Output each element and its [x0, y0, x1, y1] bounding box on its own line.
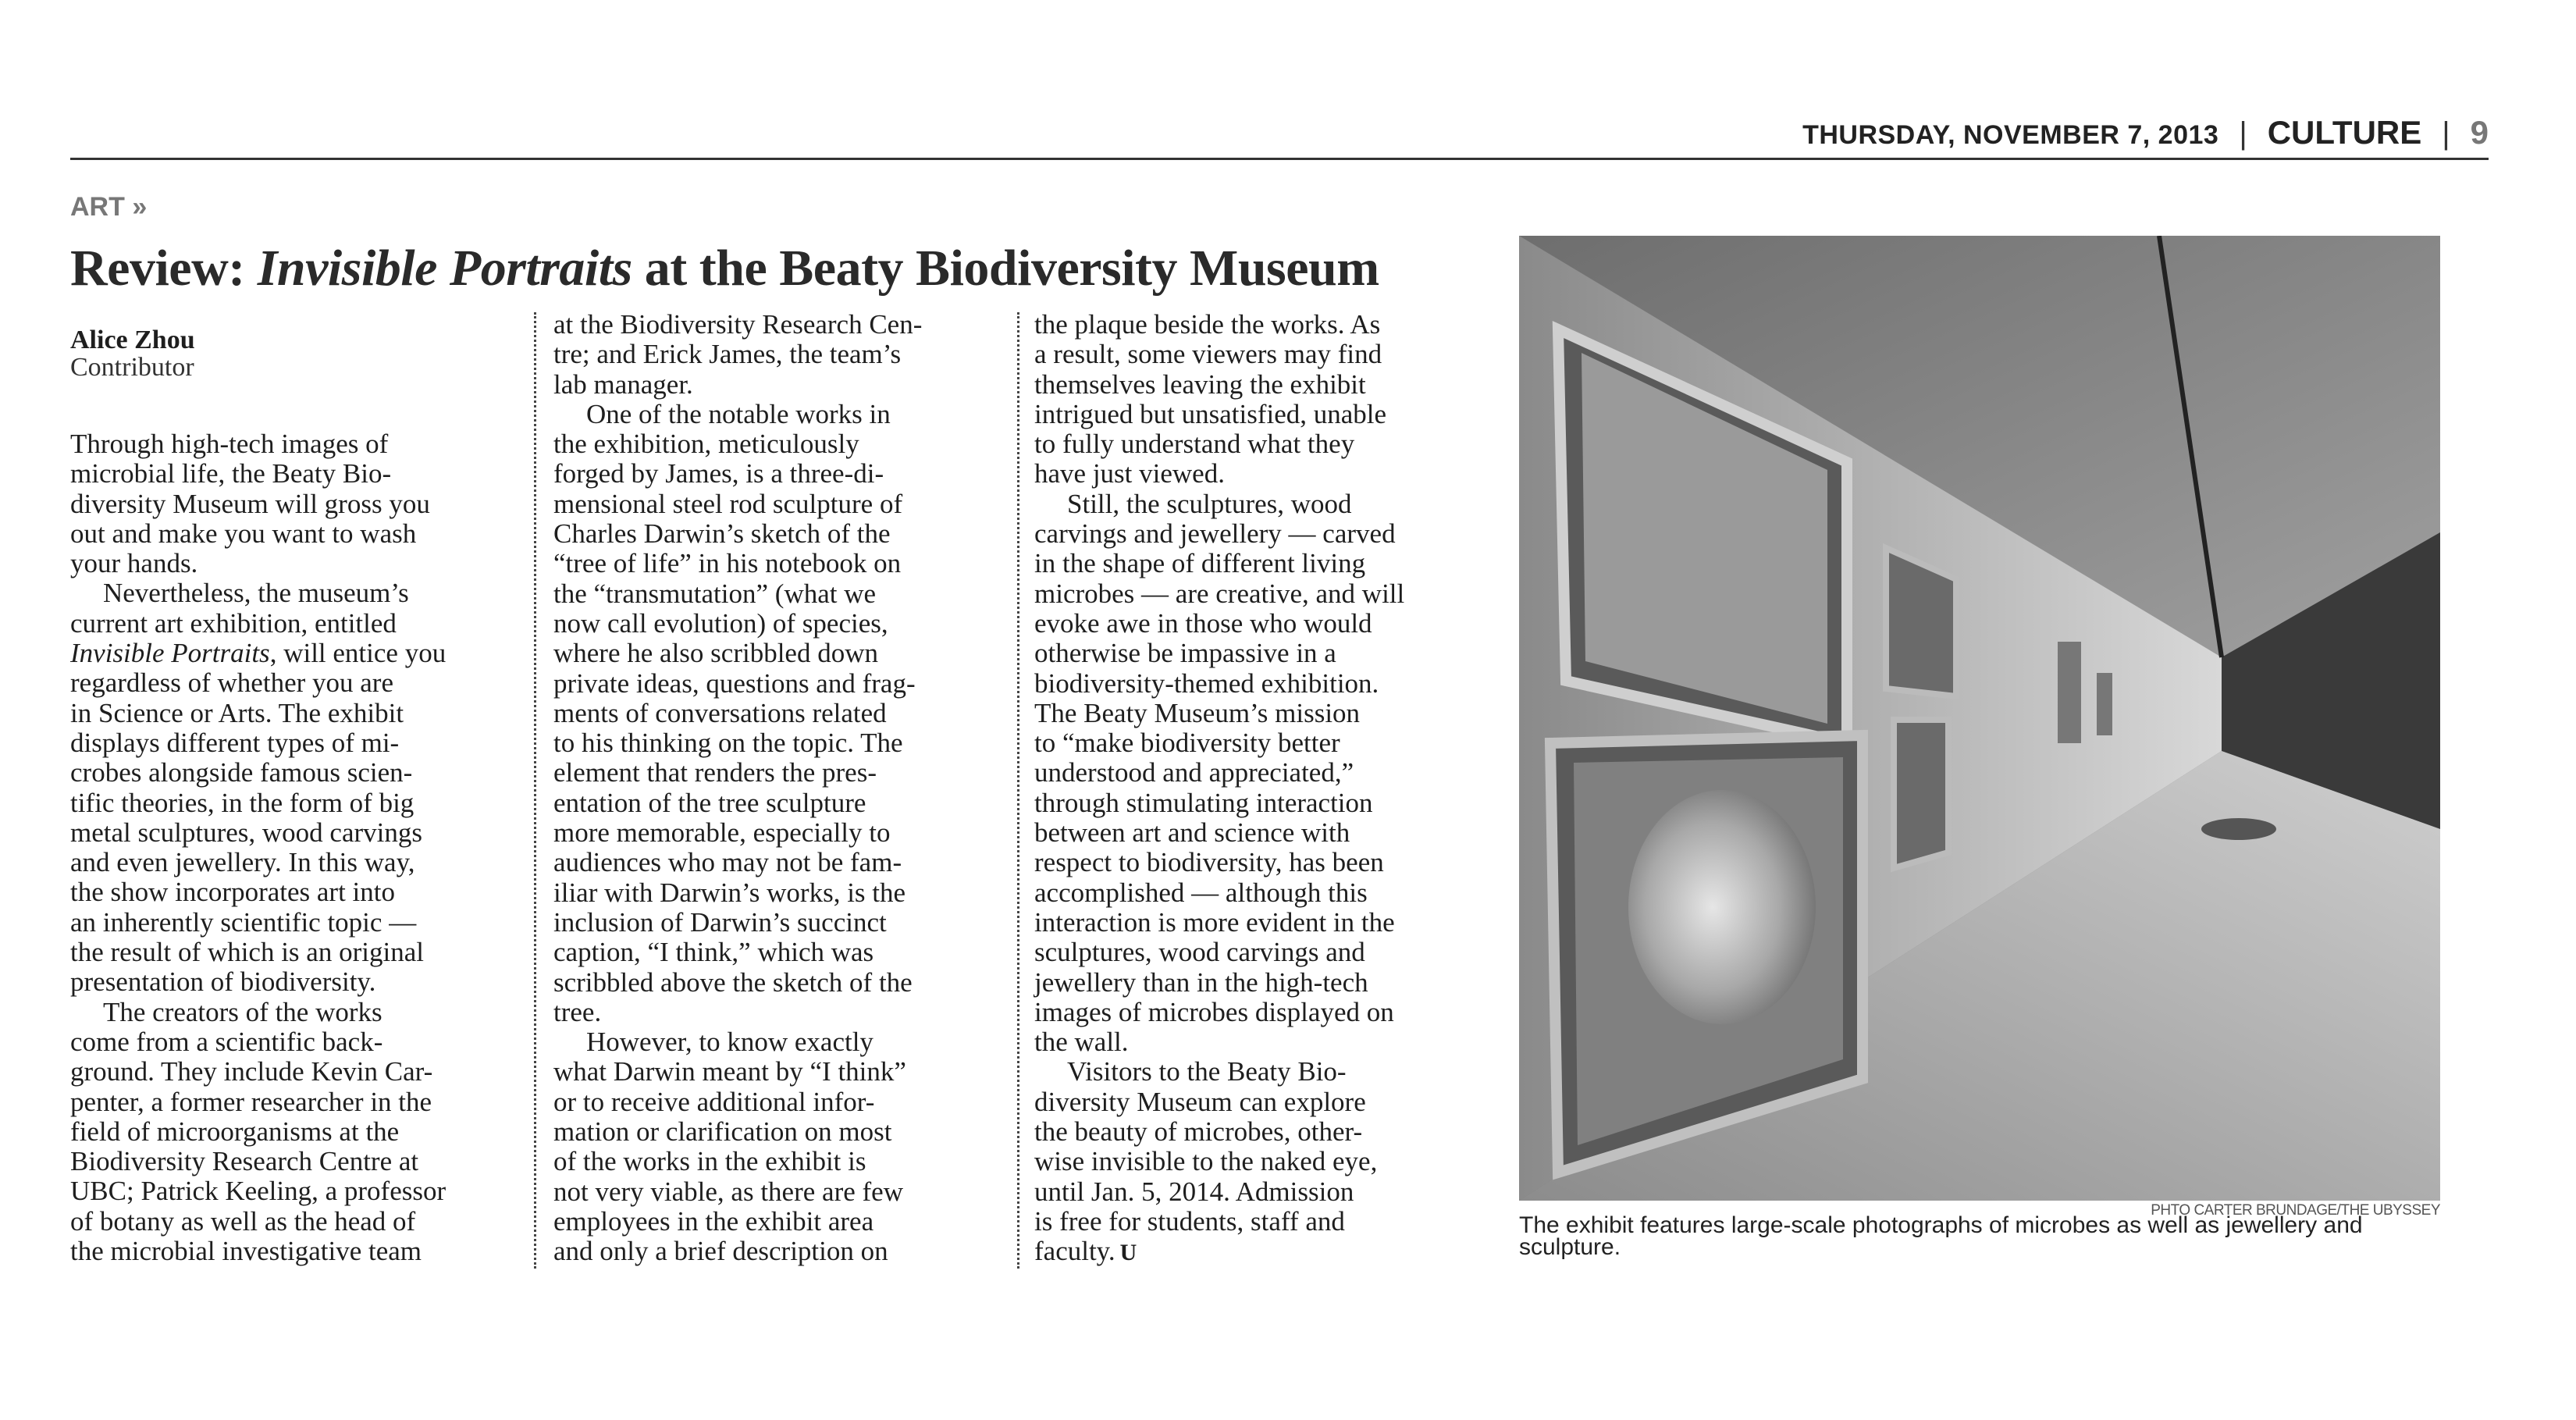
line-text: intrigued but unsatisfied, unable — [1034, 398, 1387, 429]
article-line — [70, 877, 515, 907]
line-text: However, to know exactly — [586, 1027, 873, 1058]
article-line — [553, 1027, 998, 1057]
issue-date: THURSDAY, NOVEMBER 7, 2013 — [1802, 120, 2219, 150]
article-line — [553, 1177, 998, 1207]
article-line — [1034, 788, 1479, 818]
line-text: sculptures, wood carvings and — [1034, 937, 1365, 968]
article-line — [1034, 968, 1479, 998]
article-line — [70, 1057, 515, 1087]
line-text: tree. — [553, 996, 602, 1027]
line-text: faculty. — [1034, 1236, 1115, 1267]
line-text: of the works in the exhibit is — [553, 1146, 866, 1177]
line-text: the exhibition, meticulously — [553, 429, 859, 460]
column-divider — [1017, 312, 1019, 1269]
line-text: to his thinking on the topic. The — [553, 728, 903, 759]
headline-prefix: Review: — [70, 240, 258, 297]
line-text: forged by James, is a three-di- — [553, 458, 884, 489]
article-line — [70, 998, 515, 1027]
line-text: tre; and Erick James, the team’s — [553, 339, 902, 370]
article-line — [70, 848, 515, 877]
article-line — [553, 579, 998, 609]
line-text: the plaque beside the works. As — [1034, 309, 1381, 340]
line-text: have just viewed. — [1034, 458, 1225, 489]
line-text: of botany as well as the head of — [70, 1205, 416, 1237]
section-name: CULTURE — [2267, 114, 2422, 151]
line-text: mation or clarification on most — [553, 1116, 892, 1148]
line-text: ments of conversations related — [553, 697, 887, 728]
article-line — [553, 699, 998, 728]
article-line — [70, 788, 515, 818]
article-line — [1034, 878, 1479, 908]
line-text: to “make biodiversity better — [1034, 728, 1340, 759]
article-line — [1034, 579, 1479, 609]
article-line — [1034, 310, 1479, 340]
article-line — [1034, 1207, 1479, 1237]
line-text: at the Biodiversity Research Cen- — [553, 309, 923, 340]
article-line — [1034, 519, 1479, 549]
article-line — [70, 699, 515, 728]
article-line — [1034, 1177, 1479, 1207]
article-line — [553, 400, 998, 429]
exhibit-photo — [1519, 236, 2440, 1201]
line-text: iliar with Darwin’s works, is the — [553, 877, 906, 908]
line-text: accomplished — although this — [1034, 877, 1368, 908]
article-line — [553, 878, 998, 908]
headline — [70, 239, 1379, 298]
line-text: a result, some viewers may find — [1034, 339, 1382, 370]
line-text: presentation of biodiversity. — [70, 966, 376, 998]
article-line — [70, 489, 515, 519]
line-text: Visitors to the Beaty Bio- — [1067, 1056, 1347, 1087]
article-line — [553, 1087, 998, 1117]
line-text: crobes alongside famous scien- — [70, 757, 413, 788]
line-text: in Science or Arts. The exhibit — [70, 697, 404, 728]
gallery-hallway-image — [1519, 236, 2440, 1201]
article-line — [553, 998, 998, 1027]
line-text: the wall. — [1034, 1027, 1129, 1058]
article-line — [70, 1027, 515, 1057]
line-text: wise invisible to the naked eye, — [1034, 1146, 1378, 1177]
line-text: displays different types of mi- — [70, 727, 400, 758]
article-line — [70, 549, 515, 578]
line-text: carvings and jewellery — carved — [1034, 518, 1396, 550]
article-line — [1034, 1237, 1479, 1266]
line-text: to fully understand what they — [1034, 429, 1355, 460]
article-line — [70, 1207, 515, 1237]
line-text: between art and science with — [1034, 817, 1350, 849]
line-text: field of microorganisms at the — [70, 1116, 400, 1147]
article-line — [70, 908, 515, 938]
article-column-3 — [1034, 310, 1479, 1267]
line-text: through stimulating interaction — [1034, 787, 1373, 818]
article-line — [1034, 489, 1479, 519]
photo-credit: PHTO CARTER BRUNDAGE/THE UBYSSEY — [2151, 1202, 2440, 1219]
line-text: employees in the exhibit area — [553, 1205, 874, 1237]
line-text: not very viable, as there are few — [553, 1176, 903, 1207]
article-line — [553, 938, 998, 967]
article-line — [70, 1087, 515, 1117]
line-text: biodiversity-themed exhibition. — [1034, 667, 1379, 699]
line-text: microbial life, the Beaty Bio- — [70, 458, 392, 489]
headline-italic-title: Invisible Portraits — [257, 240, 632, 297]
line-text: The Beaty Museum’s mission — [1034, 697, 1361, 728]
line-text: what Darwin meant by “I think” — [553, 1056, 906, 1087]
article-line — [553, 459, 998, 489]
article-line — [553, 639, 998, 668]
article-line — [1034, 609, 1479, 639]
line-text: until Jan. 5, 2014. Admission — [1034, 1176, 1354, 1207]
line-text: tific theories, in the form of big — [70, 787, 415, 818]
byline — [70, 326, 195, 381]
article-line — [1034, 818, 1479, 848]
line-text: “tree of life” in his notebook on — [553, 548, 902, 579]
article-line — [70, 938, 515, 967]
line-text: is free for students, staff and — [1034, 1205, 1345, 1237]
line-text: the microbial investigative team — [70, 1236, 422, 1267]
line-text: the result of which is an original — [70, 937, 424, 968]
article-line — [70, 758, 515, 788]
article-line — [553, 340, 998, 369]
article-line — [553, 429, 998, 459]
line-text: themselves leaving the exhibit — [1034, 368, 1366, 400]
line-text: and only a brief description on — [553, 1236, 888, 1267]
article-line — [1034, 669, 1479, 699]
article-line — [553, 908, 998, 938]
article-line — [553, 1237, 998, 1266]
line-text: otherwise be impassive in a — [1034, 638, 1336, 669]
page-header — [1802, 114, 2489, 151]
article-line — [553, 1147, 998, 1176]
article-line — [553, 370, 998, 400]
header-separator: | — [2442, 116, 2450, 151]
line-text: ground. They include Kevin Car- — [70, 1056, 433, 1087]
article-line — [70, 429, 515, 459]
article-line — [70, 1176, 515, 1206]
line-text: your hands. — [70, 548, 198, 579]
article-line — [553, 788, 998, 818]
line-text: interaction is more evident in the — [1034, 906, 1395, 938]
line-text: respect to biodiversity, has been — [1034, 847, 1384, 878]
article-line — [1034, 1147, 1479, 1176]
article-line — [1034, 459, 1479, 489]
line-text: One of the notable works in — [586, 398, 891, 429]
line-text: Through high-tech images of — [70, 429, 389, 459]
line-text: Biodiversity Research Centre at — [70, 1146, 419, 1177]
article-line — [1034, 1027, 1479, 1057]
line-text: audiences who may not be fam- — [553, 847, 902, 878]
article-line — [553, 549, 998, 578]
article-line — [1034, 908, 1479, 938]
line-text: the show incorporates art into — [70, 877, 396, 908]
article-line — [70, 668, 515, 698]
article-line — [70, 519, 515, 549]
author-name: Alice Zhou — [70, 326, 195, 354]
article-line — [70, 728, 515, 758]
line-text: lab manager. — [553, 368, 693, 400]
line-text: mensional steel rod sculpture of — [553, 488, 903, 519]
article-line — [553, 758, 998, 788]
article-line — [70, 1237, 515, 1266]
article-line — [1034, 998, 1479, 1027]
page-number: 9 — [2470, 114, 2489, 151]
article-line — [1034, 1087, 1479, 1117]
line-text: and even jewellery. In this way, — [70, 847, 415, 878]
column-divider — [534, 312, 536, 1269]
article-line — [1034, 728, 1479, 758]
headline-suffix: at the Beaty Biodiversity Museum — [632, 240, 1379, 297]
article-line — [70, 1117, 515, 1147]
line-text: evoke awe in those who would — [1034, 607, 1372, 639]
article-line — [1034, 1117, 1479, 1147]
line-text: more memorable, especially to — [553, 817, 891, 849]
article-line — [553, 519, 998, 549]
article-line — [1034, 758, 1479, 788]
article-line — [553, 310, 998, 340]
line-text: penter, a former researcher in the — [70, 1086, 432, 1117]
author-role: Contributor — [70, 353, 194, 382]
article-line — [553, 609, 998, 639]
article-line — [553, 1207, 998, 1237]
line-text: an inherently scientific topic — — [70, 906, 417, 938]
line-text: the beauty of microbes, other- — [1034, 1116, 1363, 1148]
article-line — [1034, 1057, 1479, 1087]
line-text: now call evolution) of species, — [553, 607, 888, 639]
line-text: diversity Museum can explore — [1034, 1086, 1366, 1117]
line-text: scribbled above the sketch of the — [553, 966, 913, 998]
article-line — [70, 1147, 515, 1176]
line-text: Nevertheless, the museum’s — [103, 578, 409, 609]
article-column-2 — [553, 310, 998, 1267]
article-column-1 — [70, 429, 515, 1266]
article-line — [70, 967, 515, 997]
line-text: Still, the sculptures, wood — [1067, 488, 1352, 519]
line-text: jewellery than in the high-tech — [1034, 966, 1368, 998]
header-separator: | — [2239, 116, 2247, 151]
end-mark-icon: U — [1119, 1240, 1137, 1266]
line-text: element that renders the pres- — [553, 757, 877, 788]
article-line — [553, 489, 998, 519]
line-text: , will entice you — [269, 638, 447, 669]
line-text: regardless of whether you are — [70, 667, 393, 699]
line-text: images of microbes displayed on — [1034, 996, 1394, 1027]
article-line — [1034, 340, 1479, 369]
article-line — [70, 609, 515, 639]
article-line — [1034, 549, 1479, 578]
line-text: Charles Darwin’s sketch of the — [553, 518, 891, 550]
line-text: caption, “I think,” which was — [553, 937, 874, 968]
article-line — [1034, 639, 1479, 668]
section-kicker: ART » — [70, 192, 148, 222]
article-line — [1034, 699, 1479, 728]
article-line — [1034, 400, 1479, 429]
italic-title: Invisible Portraits — [70, 638, 270, 669]
article-line — [553, 848, 998, 877]
article-line — [70, 578, 515, 608]
article-line — [553, 1117, 998, 1147]
article-line — [1034, 938, 1479, 967]
line-text: come from a scientific back- — [70, 1026, 383, 1057]
line-text: where he also scribbled down — [553, 638, 878, 669]
article-line — [553, 669, 998, 699]
line-text: diversity Museum will gross you — [70, 488, 430, 519]
line-text: The creators of the works — [103, 996, 382, 1027]
article-line — [70, 639, 515, 668]
line-text: inclusion of Darwin’s succinct — [553, 906, 887, 938]
line-text: out and make you want to wash — [70, 518, 417, 549]
article-line — [553, 1057, 998, 1087]
header-rule — [70, 158, 2489, 160]
line-text: or to receive additional infor- — [553, 1086, 875, 1117]
article-line — [70, 818, 515, 848]
article-line — [553, 968, 998, 998]
line-text: private ideas, questions and frag- — [553, 667, 916, 699]
article-line — [1034, 370, 1479, 400]
article-line — [553, 818, 998, 848]
article-line — [553, 728, 998, 758]
line-text: understood and appreciated,” — [1034, 757, 1354, 788]
line-text: microbes — are creative, and will — [1034, 578, 1405, 609]
line-text: entation of the tree sculpture — [553, 787, 866, 818]
article-line — [1034, 429, 1479, 459]
line-text: metal sculptures, wood carvings — [70, 817, 423, 848]
article-line — [1034, 848, 1479, 877]
line-text: current art exhibition, entitled — [70, 607, 397, 639]
photo-caption: The exhibit features large-scale photographs of microbes as well as jewellery and sculpture. — [1519, 1212, 2363, 1260]
line-text: UBC; Patrick Keeling, a professor — [70, 1176, 447, 1207]
line-text: the “transmutation” (what we — [553, 578, 877, 609]
article-line — [70, 459, 515, 489]
line-text: in the shape of different living — [1034, 548, 1366, 579]
